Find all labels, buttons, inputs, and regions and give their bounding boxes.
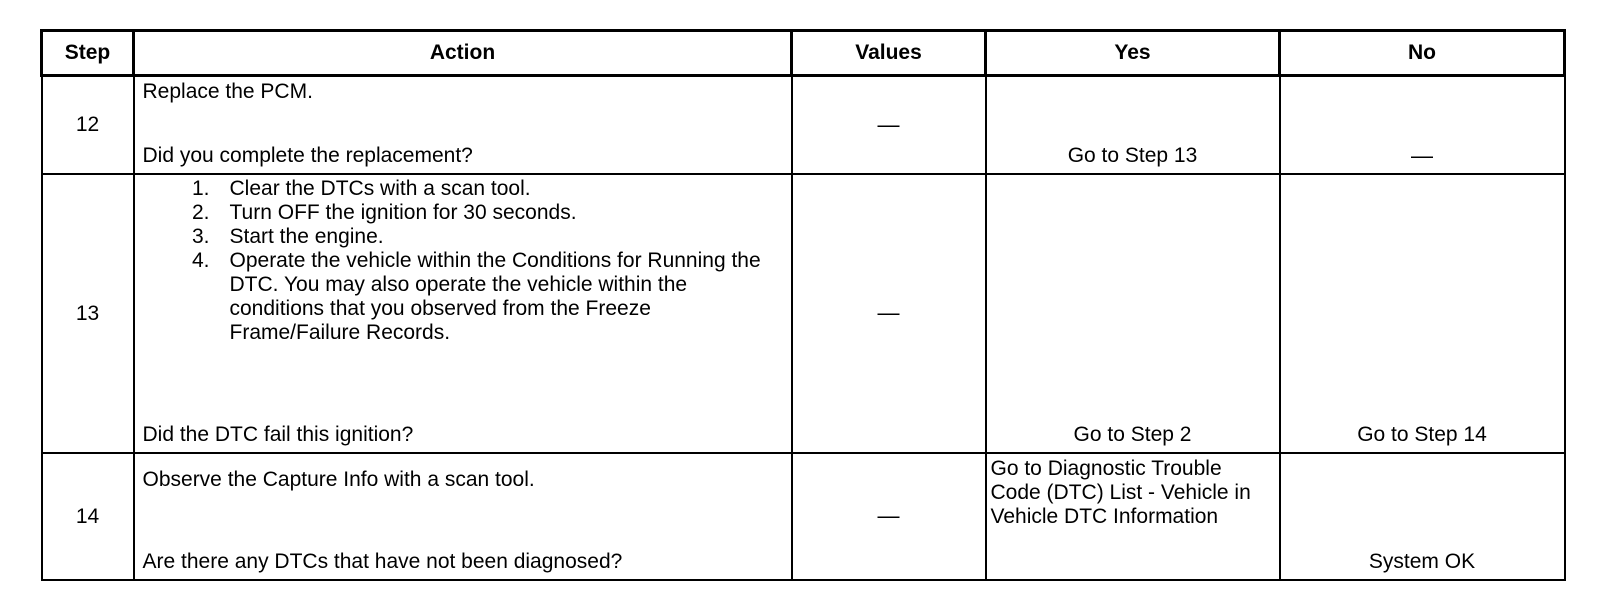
table-row	[42, 453, 1565, 580]
list-item-number: 4.	[191, 249, 210, 272]
header-yes: Yes	[986, 31, 1280, 76]
header-no: No	[1280, 31, 1565, 76]
list-item	[191, 249, 791, 345]
yes-cell	[986, 76, 1280, 175]
action-question: Did you complete the replacement?	[142, 144, 473, 167]
diagnostic-table-container	[40, 29, 1566, 581]
list-item-number: 3.	[191, 225, 210, 248]
no-cell	[1280, 174, 1565, 453]
diagnostic-steps-table	[40, 29, 1566, 581]
table-header-row	[42, 31, 1565, 76]
values-cell	[792, 453, 986, 580]
step-number: 12	[42, 76, 134, 175]
no-result: —	[1411, 143, 1433, 168]
list-item	[191, 201, 791, 225]
yes-result: Go to Step 2	[1073, 423, 1192, 446]
no-cell	[1280, 453, 1565, 580]
list-item-text: Clear the DTCs with a scan tool.	[229, 177, 531, 200]
values-cell	[792, 76, 986, 175]
list-item-text: Start the engine.	[229, 225, 384, 248]
values-cell	[792, 174, 986, 453]
values-dash: —	[877, 300, 900, 325]
step-number: 14	[42, 453, 134, 580]
action-question: Did the DTC fail this ignition?	[142, 423, 414, 446]
no-cell	[1280, 76, 1565, 175]
values-dash: —	[877, 503, 900, 528]
action-steps-list	[135, 175, 791, 345]
yes-cell	[986, 174, 1280, 453]
header-values: Values	[792, 31, 986, 76]
table-row	[42, 174, 1565, 453]
values-dash: —	[877, 111, 900, 137]
yes-result: Go to Diagnostic Trouble Code (DTC) List - Vehicle in Vehicle DTC Information	[990, 457, 1251, 528]
list-item-text: Operate the vehicle within the Conditions for Running the DTC. You may also operate the vehicle within the conditions that you observed from the Freeze Frame/Failure Records.	[229, 249, 761, 344]
action-question: Are there any DTCs that have not been diagnosed?	[142, 550, 623, 573]
table-row	[42, 76, 1565, 175]
no-result: Go to Step 14	[1357, 423, 1487, 446]
yes-result: Go to Step 13	[1067, 144, 1198, 167]
header-action: Action	[134, 31, 792, 76]
action-instruction: Observe the Capture Info with a scan tool.	[142, 468, 535, 491]
step-number: 13	[42, 174, 134, 453]
action-instruction: Replace the PCM.	[142, 80, 313, 103]
yes-cell	[986, 453, 1280, 580]
action-cell	[134, 453, 792, 580]
action-cell	[134, 174, 792, 453]
no-result: System OK	[1368, 550, 1476, 573]
list-item-text: Turn OFF the ignition for 30 seconds.	[229, 201, 577, 224]
header-step: Step	[42, 31, 134, 76]
list-item-number: 1.	[191, 177, 210, 200]
list-item	[191, 225, 791, 249]
list-item-number: 2.	[191, 201, 210, 224]
action-cell	[134, 76, 792, 175]
list-item	[191, 177, 791, 201]
